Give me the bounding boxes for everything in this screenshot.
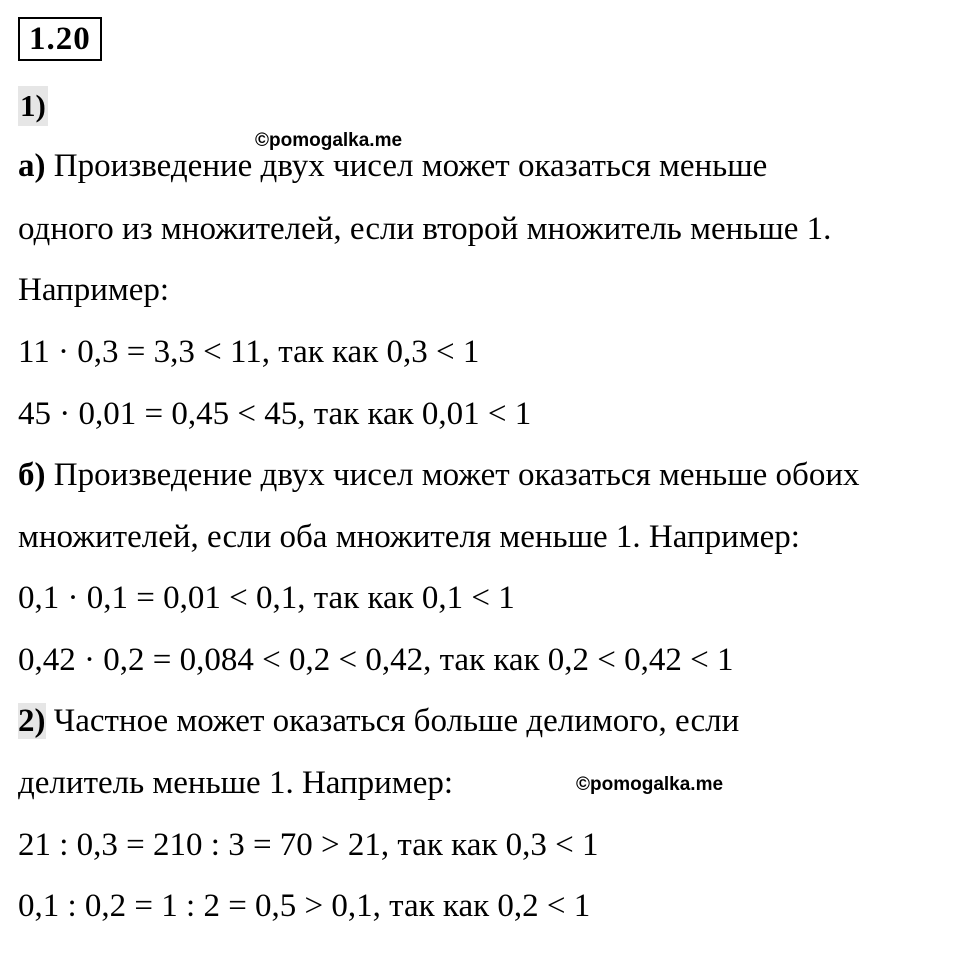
part-1-label: 1) — [18, 86, 48, 126]
part-2-line-1 — [18, 701, 739, 741]
part-1b-text-1: Произведение двух чисел может оказаться меньше обоих — [45, 457, 860, 493]
part-1a-line-3: Например: — [18, 272, 170, 308]
part-1b-line-1 — [18, 455, 860, 495]
part-1a-label: а) — [18, 148, 46, 184]
part-2-example-1: 21 : 0,3 = 210 : 3 = 70 > 21, так как 0,3 < 1 — [18, 827, 599, 863]
part-2-text-1: Частное может оказаться больше делимого, если — [45, 703, 740, 739]
watermark-bottom: ©pomogalka.me — [576, 774, 724, 795]
watermark-top: ©pomogalka.me — [255, 130, 403, 151]
part-1a-text-1: Произведение двух чисел может оказаться меньше — [45, 148, 768, 184]
part-2-label: 2) — [18, 703, 46, 739]
part-2-line-2: делитель меньше 1. Например: — [18, 765, 454, 801]
part-1a-line-1 — [18, 146, 767, 186]
part-1a-example-1: 11 · 0,3 = 3,3 < 11, так как 0,3 < 1 — [18, 334, 480, 370]
part-1a-example-2: 45 · 0,01 = 0,45 < 45, так как 0,01 < 1 — [18, 396, 532, 432]
part-1b-line-2: множителей, если оба множителя меньше 1. Например: — [18, 519, 800, 555]
part-1b-label: б) — [18, 457, 46, 493]
part-1b-example-2: 0,42 · 0,2 = 0,084 < 0,2 < 0,42, так как 0,2 < 0,42 < 1 — [18, 642, 734, 678]
problem-number: 1.20 — [18, 17, 102, 61]
part-1b-example-1: 0,1 · 0,1 = 0,01 < 0,1, так как 0,1 < 1 — [18, 580, 515, 616]
part-1a-line-2: одного из множителей, если второй множитель меньше 1. — [18, 211, 832, 247]
part-2-example-2: 0,1 : 0,2 = 1 : 2 = 0,5 > 0,1, так как 0,2 < 1 — [18, 888, 591, 924]
